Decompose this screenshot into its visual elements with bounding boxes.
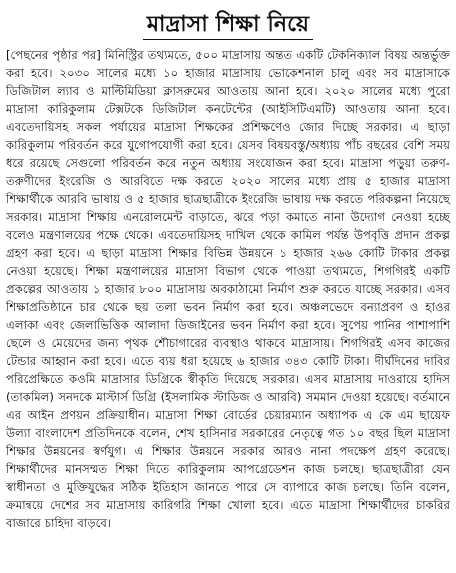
article-body: [পেছনের পৃষ্ঠার পর] মিনিস্ট্রির তথ্যমতে, ৫০০ মাদ্রাসায় অন্তত একটি টেকনিক্যাল বিষয় অন্তর্ভুক্ত করা হবে। ২০৩০ সালের মধ্যে ১০ হাজার মাদ্রাসায় ভোকেশনাল চালু এবং সব মাদ্রাসাকে ডিজিটাল ল্যাব ও মাল্টিমিডিয়া ক্লাসরুমের আওতায় আনা হবে। ২০২০ সালের মধ্যে পুরো মাদ্রাসা কারিকুলাম টেক্সটকে ডিজিটাল কনটেন্টের (আইসিটিএমটি) আওতায় আনা হবে। এবতেদায়িসহ সকল পর্যায়ের মাদ্রাসা শিক্ষকের প্রশিক্ষণেও জোর দিচ্ছে সরকার। এ ছাড়া কারিকুলাম পরিবর্তন করে যুগোপযোগী করা হবে। যেসব বিষয়বস্তু/অধ্যায় পাঁচ বছরের বেশি সময় ধরে রয়েছে সেগুলো পরিবর্তন করে নতুন অধ্যায় সংযোজন করা হবে। মাদ্রাসা পড়ুয়া তরুণ-তরুণীদের ইংরেজি ও আরবিতে দক্ষ করতে ২০২০ সালের মধ্যে প্রায় ৫ হাজার মাদ্রাসা শিক্ষার্থীকে আরবি ভাষায় ও ৫ হাজার ছাত্রছাত্রীকে ইংরেজি ভাষায় দক্ষ করতে পরিকল্পনা নিয়েছে সরকার। মাদ্রাসা শিক্ষায় এনরোলমেন্ট বাড়াতে, ঝরে পড়া কমাতে নানা উদ্যোগ নেওয়া হচ্ছে বলেও মন্ত্রণালয়ের পক্ষে থেকে। এবতেদায়িসহ দাখিল থেকে কামিল পর্যন্ত উপবৃত্তি প্রদান প্রকল্প গ্রহণ করা হবে। এ ছাড়া মাদ্রাসা শিক্ষার বিভিন্ন উন্নয়নে ১ হাজার ২৬৬ কোটি টাকার প্রকল্প নেওয়া হয়েছে। শিক্ষা মন্ত্রণালয়ের মাদ্রাসা বিভাগ থেকে পাওয়া তথ্যমতে, শিগগিরই একটি প্রকল্পের আওতায় ১ হাজার ৮০০ মাদ্রাসায় অবকাঠামো নির্মাণ শুরু করতে যাচ্ছে সরকার। এসব শিক্ষাপ্রতিষ্ঠানে চার থেকে ছয় তলা ভবন নির্মাণ করা হবে। অঞ্চলভেদে বন্যাপ্রবণ ও হাওর এলাকা এবং জেলাভিত্তিক আলাদা ডিজাইনের ভবন নির্মাণ করা হবে। সুপেয় পানির পাশাপাশি ছেলে ও মেয়েদের জন্য পৃথক শৌচাগারের ব্যবস্থাও থাকবে মাদ্রাসায়। শিগগিরই এসব কাজের টেন্ডার আহ্বান করা হবে। এতে ব্যয় ধরা হয়েছে ৬ হাজার ৩৪৩ কোটি টাকা। দীর্ঘদিনের দাবির পরিপ্রেক্ষিতে কওমি মাদ্রাসার ডিগ্রিকে স্বীকৃতি দিয়েছে সরকার। এসব মাদ্রাসায় দাওরায়ে হাদিস (তাকমিল) সনদকে মাস্টার্স ডিগ্রি (ইসলামিক স্টাডিজ ও আরবি) সমমান দেওয়া হয়েছে। বর্তমানে এর আইন প্রণয়ন প্রক্রিয়াধীন। মাদ্রাসা শিক্ষা বোর্ডের চেয়ারম্যান অধ্যাপক এ কে এম ছায়েফ উল্যা বাংলাদেশ প্রতিদিনকে বলেন, শেখ হাসিনার সরকারের নেতৃত্বে গত ১০ বছর ছিল মাদ্রাসা শিক্ষার উন্নয়নের স্বর্ণযুগ। এ শিক্ষার উন্নয়নে সরকার আরও নানা পদক্ষেপ গ্রহণ করেছে। শিক্ষার্থীদের মানসম্মত শিক্ষা দিতে কারিকুলাম আপগ্রেডেশন কাজ চলছে। ছাত্রছাত্রীরা যেন স্বাধীনতা ও মুক্তিযুদ্ধের সঠিক ইতিহাস জানতে পারে সে ব্যাপারে কাজ চলছে। তিনি বলেন, ক্রমান্বয়ে দেশের সব মাদ্রাসায় কারিগরি শিক্ষা খোলা হবে। এতে মাদ্রাসা শিক্ষার্থীদের চাকরির বাজারে চাহিদা বাড়বে। (6, 48, 450, 530)
article-headline (6, 12, 450, 40)
news-clipping (0, 12, 456, 573)
headline-text: মাদ্রাসা শিক্ষা নিয়ে (143, 12, 313, 40)
